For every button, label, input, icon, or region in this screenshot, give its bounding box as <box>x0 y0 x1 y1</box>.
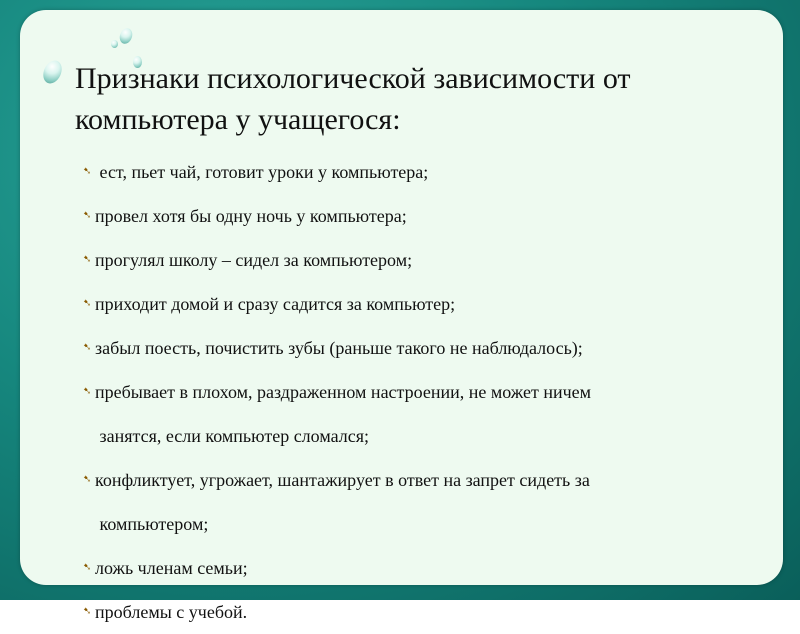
symptom-list <box>83 150 743 634</box>
list-item-text: пребывает в плохом, раздраженном настроении, не может ничем занятся, если компьютер сломался; <box>95 382 592 446</box>
wavy-arrow-icon: ➷ <box>83 210 92 221</box>
wavy-arrow-icon: ➷ <box>83 562 92 573</box>
list-item <box>83 590 743 634</box>
wavy-arrow-icon: ➷ <box>83 254 92 265</box>
water-drop-icon <box>40 58 66 87</box>
list-item <box>83 150 743 194</box>
list-item <box>83 282 743 326</box>
list-item-text: проблемы с учебой. <box>95 602 248 622</box>
list-item <box>83 194 743 238</box>
wavy-arrow-icon: ➷ <box>83 606 92 617</box>
wavy-arrow-icon: ➷ <box>83 298 92 309</box>
list-item-text: забыл поесть, почистить зубы (раньше такого не наблюдалось); <box>95 338 583 358</box>
list-item-text: ложь членам семьи; <box>95 558 248 578</box>
water-drop-icon <box>111 40 118 48</box>
wavy-arrow-icon: ➷ <box>83 166 92 177</box>
list-item <box>83 546 743 590</box>
water-drop-icon <box>118 26 135 45</box>
slide-title: Признаки психологической зависимости от компьютера у учащегося: <box>75 62 631 136</box>
list-item <box>83 238 743 282</box>
list-item-text: приходит домой и сразу садится за компьютер; <box>95 294 456 314</box>
wavy-arrow-icon: ➷ <box>83 342 92 353</box>
wavy-arrow-icon: ➷ <box>83 474 92 485</box>
list-item-text: конфликтует, угрожает, шантажирует в ответ на запрет сидеть за компьютером; <box>95 470 590 534</box>
list-item-text: провел хотя бы одну ночь у компьютера; <box>95 206 407 226</box>
list-item <box>83 326 743 370</box>
list-item-text: ест, пьет чай, готовит уроки у компьютера; <box>95 162 429 182</box>
list-item <box>83 370 743 458</box>
list-item-text: прогулял школу – сидел за компьютером; <box>95 250 413 270</box>
wavy-arrow-icon: ➷ <box>83 386 92 397</box>
list-item <box>83 458 743 546</box>
